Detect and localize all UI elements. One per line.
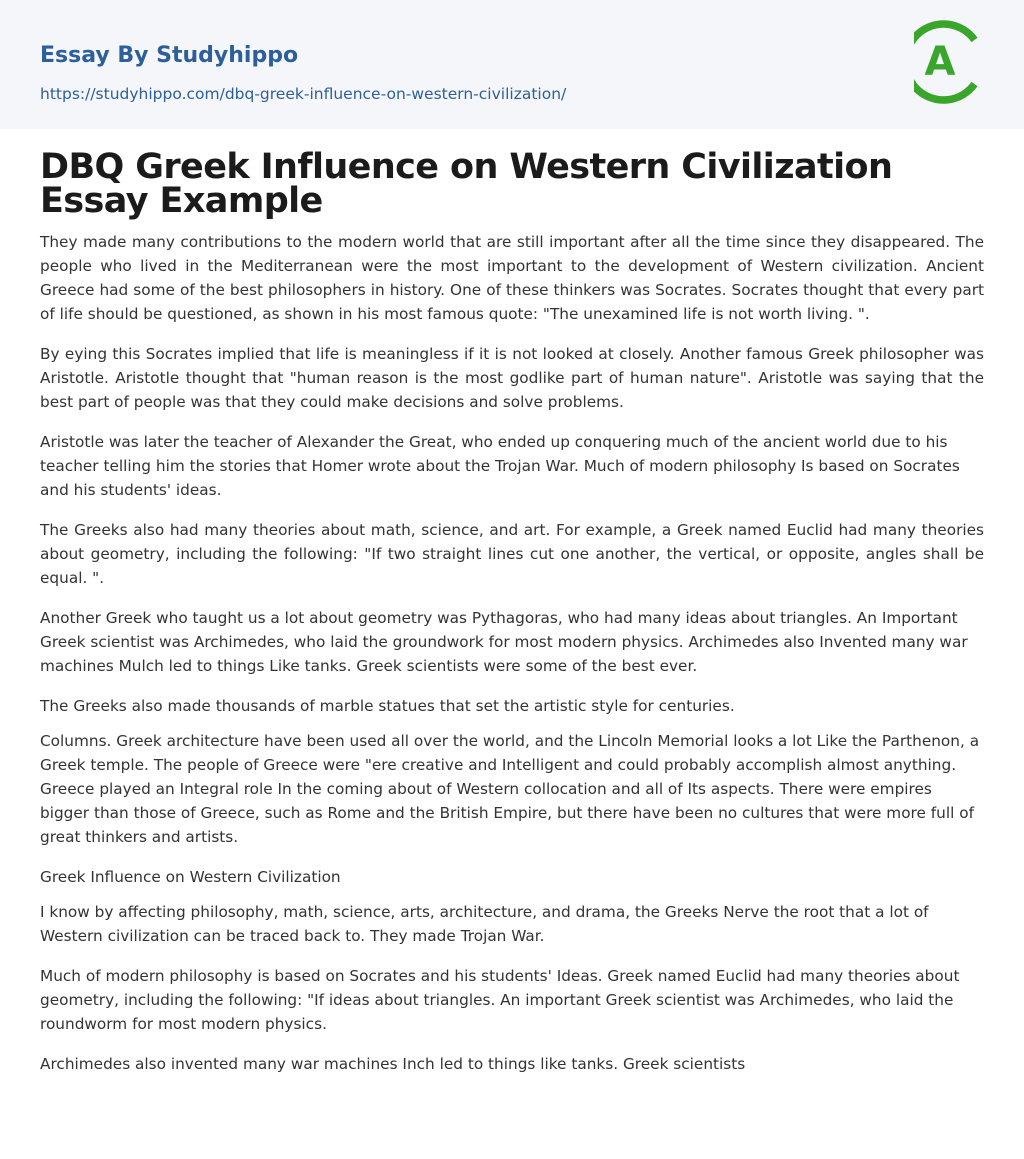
site-header [0, 0, 1024, 129]
essay-paragraph: The Greeks also made thousands of marble statues that set the artistic style for centuries. [40, 697, 735, 715]
essay-paragraph: Aristotle was later the teacher of Alexander the Great, who ended up conquering much of the ancient world due to his teacher telling him the stories that Homer wrote about the Trojan War. Much of modern philosophy Is based on Socrates and his students' ideas. [40, 433, 960, 499]
logo-letter: A [924, 39, 956, 85]
essay-paragraph: I know by affecting philosophy, math, science, arts, architecture, and drama, the Greeks Nerve the root that a lot of Western civilization can be traced back to. They made Trojan War. [40, 903, 929, 945]
brand-title: Essay By Studyhippo [40, 43, 299, 68]
essay-content [0, 129, 1024, 1076]
essay-paragraph: Archimedes also invented many war machines Inch led to things like tanks. Greek scientists [40, 1055, 746, 1073]
studyhippo-logo-icon[interactable] [914, 19, 984, 105]
essay-paragraph: By eying this Socrates implied that life is meaningless if it is not looked at closely. Another famous Greek philosopher was Aristotle. Aristotle thought that "human reason is the most godlike part of human nature". Aristotle was saying that the best part of people was that they could make decisions and solve problems. [40, 345, 984, 411]
essay-paragraph: They made many contributions to the modern world that are still important after all the time since they disappeared. The people who lived in the Mediterranean were the most important to the development of Western civilization. Ancient Greece had some of the best philosophers in history. One of these thinkers was Socrates. Socrates thought that every part of life should be questioned, as shown in his most famous quote: "The unexamined life is not worth living. ". [40, 233, 984, 323]
source-url-link[interactable]: https://studyhippo.com/dbq-greek-influence-on-western-civilization/ [40, 85, 567, 103]
essay-paragraph: Much of modern philosophy is based on Socrates and his students' Ideas. Greek named Euclid had many theories about geometry, including the following: "If ideas about triangles. An important Greek scientist was Archimedes, who laid the roundworm for most modern physics. [40, 967, 960, 1033]
essay-paragraph: Another Greek who taught us a lot about geometry was Pythagoras, who had many ideas about triangles. An Important Greek scientist was Archimedes, who laid the groundwork for most modern physics. Archimedes also Invented many war machines Mulch led to things Like tanks. Greek scientists were some of the best ever. [40, 609, 968, 675]
essay-paragraph: Columns. Greek architecture have been used all over the world, and the Lincoln Memorial looks a lot Like the Parthenon, a Greek temple. The people of Greece were "ere creative and Intelligent and could probably accomplish almost anything. Greece played an Integral role In the coming about of Western collocation and all of Its aspects. There were empires bigger than those of Greece, such as Rome and the British Empire, but there have been no cultures that were more full of great thinkers and artists. [40, 732, 980, 846]
essay-body [40, 218, 984, 1076]
essay-paragraph: The Greeks also had many theories about math, science, and art. For example, a Greek named Euclid had many theories about geometry, including the following: "If two straight lines cut one another, the vertical, or opposite, angles shall be equal. ". [40, 521, 984, 587]
essay-subheading: Greek Influence on Western Civilization [40, 868, 341, 886]
essay-title: DBQ Greek Influence on Western Civilization Essay Example [40, 147, 893, 221]
